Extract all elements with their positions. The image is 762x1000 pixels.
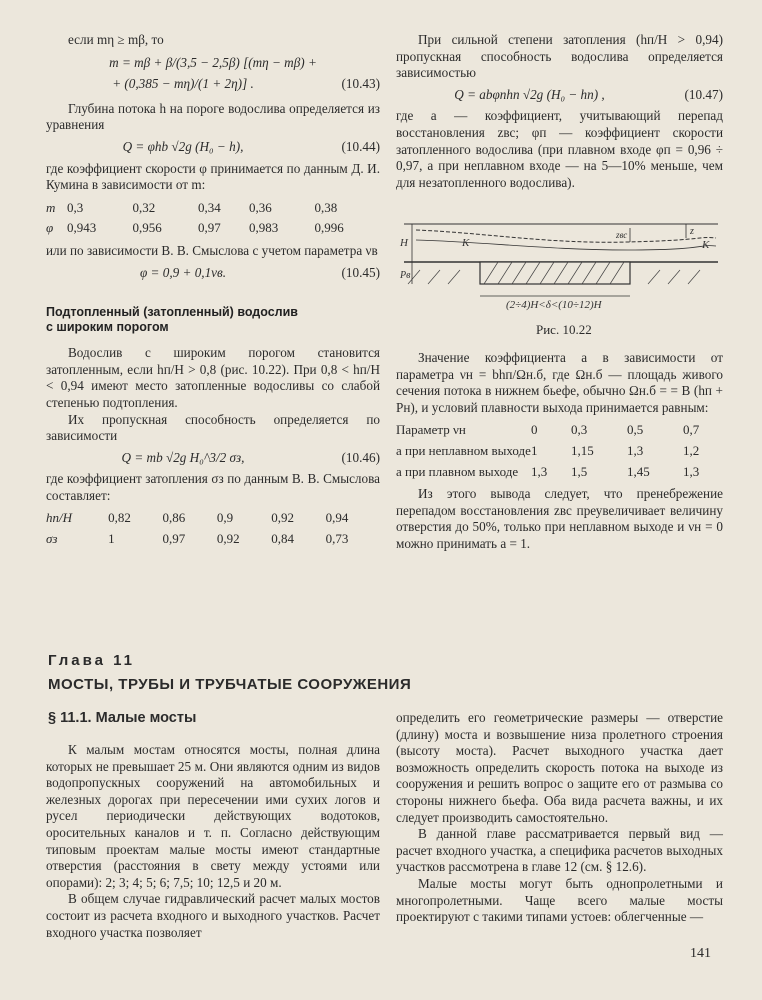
table-cell: 0,956 (132, 220, 162, 236)
label-K-right: K (702, 239, 710, 251)
table-cell: 0,97 (198, 220, 221, 236)
table-cell: a при неплавном выходе (396, 442, 531, 458)
table-row (396, 441, 723, 462)
paragraph: или по зависимости В. В. Смыслова с учетом параметра νв (46, 242, 378, 258)
table-cell: 0,7 (683, 422, 700, 438)
bottom-left-column (46, 742, 380, 941)
page-number: 141 (690, 946, 711, 961)
table-cell: 0 (531, 422, 538, 438)
table-cell: Параметр νн (396, 422, 466, 438)
table-cell: 1,2 (683, 442, 700, 458)
table-row (46, 529, 380, 550)
label-H: H (400, 237, 408, 249)
paragraph: Из этого вывода следует, что пренебрежение перепадом восстановления zвс преувеличивает величину отверстия до 50%, только при неплавном выходе и νн = 0 можно принимать a = 1. (396, 486, 723, 551)
table-cell: 0,38 (314, 199, 338, 215)
equation-number: (10.47) (684, 86, 723, 102)
table-row (396, 420, 723, 441)
equation-10-47 (396, 87, 723, 104)
left-column (46, 32, 380, 554)
label-K-left: K (462, 237, 470, 249)
equation-10-46 (46, 450, 380, 467)
table-coefficient-a (396, 420, 723, 482)
table-cell: 1,15 (571, 442, 594, 458)
table-cell: hп/H (46, 510, 72, 526)
table-cell: m (46, 199, 56, 215)
equation-number: (10.46) (341, 449, 380, 465)
table-cell: 0,983 (248, 220, 279, 236)
paragraph: Их пропускная способность определяется по зависимости (46, 411, 380, 444)
equation-text: + (0,385 − mη)/(1 + 2η)] . (112, 76, 254, 92)
figure-caption: Рис. 10.22 (536, 322, 592, 337)
equation-text: m = mβ + β/(3,5 − 2,5β) [(mη − mβ) + (109, 54, 317, 70)
table-cell: 0,36 (248, 199, 272, 215)
table-cell: 0,86 (162, 510, 186, 526)
label-Pb: Pв (400, 270, 411, 281)
table-cell: 1,3 (683, 463, 700, 479)
paragraph: если mη ≥ mβ, то (68, 32, 164, 47)
paragraph: Глубина потока h на пороге водослива определяется из уравнения (46, 100, 380, 133)
table-cell: φ (46, 220, 54, 236)
table-cell: 0,943 (67, 220, 97, 236)
paragraph: где коэффициент затопления σз по данным В. В. Смыслова составляет: (46, 471, 380, 503)
paragraph: В данной главе рассматривается первый вид — расчет входного участка, а специфика расчетов выходных участков рассмотрена в главе 12 (см. § 12.6). (396, 826, 723, 875)
paragraph: где коэффициент скорости φ принимается по данным Д. И. Кумина в зависимости от m: (46, 160, 380, 193)
table-cell: 0,32 (132, 199, 156, 215)
label-z: z (690, 226, 694, 237)
table-cell: 0,92 (271, 510, 294, 526)
bottom-right-column (396, 710, 723, 926)
paragraph: К малым мостам относятся мосты, полная длина которых не превышает 25 м. Они являются одним из видов водопропускных сооружений на автомобильных и железных дорогах при пересечении ими сухих логов и русел периодически действующих водотоков, оросительных каналов и т. п. Согласно действующим типовым проектам малые мосты имеют стандартные отверстия (расстояния в свету между устоями или опорами): 2; 3; 4; 5; 6; 7,5; 10; 12,5 и 20 м. (46, 742, 380, 890)
equation-10-45 (46, 265, 380, 282)
equation-text: Q = mb √2g H₀^3/2 σз, (121, 449, 245, 465)
equation-number: (10.45) (341, 264, 380, 280)
paragraph: В общем случае гидравлический расчет малых мостов состоит из расчета входного и выходного участков. Расчет входного участка позволяет (46, 891, 380, 940)
table-row (46, 218, 380, 239)
table-cell: 0,5 (627, 422, 644, 438)
table-cell: σз (46, 531, 58, 547)
table-cell: 1 (531, 442, 538, 458)
paragraph: Значение коэффициента a в зависимости от параметра νн = bhп/Ωн.б, где Ωн.б — площадь живого сечения потока в нижнем бьефе, обычно Ωн.б = = B (hп + Pн), и условий плавности выхода принимается равным: (396, 350, 723, 415)
figure-10-22-diagram (398, 200, 724, 314)
table-cell: 1,5 (571, 463, 588, 479)
equation-10-43-line2 (46, 76, 380, 93)
equation-text: Q = abφпhп √2g (H₀ − hп) , (454, 86, 605, 102)
table-cell: 1 (108, 531, 115, 547)
table-cell: 0,34 (198, 199, 221, 215)
label-length-range: (2÷4)H<δ<(10÷12)H (506, 299, 602, 311)
paragraph: При сильной степени затопления (hп/H > 0,94) пропускная способность водослива определяется зависимостью (396, 32, 723, 81)
chapter-title: МОСТЫ, ТРУБЫ И ТРУБЧАТЫЕ СООРУЖЕНИЯ (48, 676, 412, 693)
table-cell: 0,9 (216, 510, 234, 526)
paragraph: определить его геометрические размеры — отверстие (длину) моста и возвышение низа пролетного строения (высоту моста). Расчет выходного участка дает возможность определить скорость потока на выходе из сооружения и решить вопрос о защите его от размыва со стороны нижнего бьефа. Оба вида расчета важны, и их следует производить самостоятельно. (396, 710, 723, 825)
table-cell: 0,996 (314, 220, 344, 236)
table-cell: 1,3 (627, 442, 644, 458)
table-cell: 0,3 (67, 199, 84, 215)
table-row (46, 508, 380, 529)
equation-10-44 (46, 139, 380, 156)
table-row (46, 198, 380, 219)
table-cell: 0,3 (571, 422, 588, 438)
right-column (396, 32, 723, 191)
table-m-phi (46, 198, 380, 239)
table-cell: 0,82 (108, 510, 131, 526)
equation-text: φ = 0,9 + 0,1νв. (139, 264, 227, 280)
table-cell: 0,84 (271, 531, 294, 547)
paragraph: Водослив с широким порогом становится затопленным, если hп/H > 0,8 (рис. 10.22). При 0,8 < hп/H < 0,94 имеют место затопленные водосливы со слабой степенью подтопления. (46, 345, 380, 410)
table-cell: 0,94 (325, 510, 349, 526)
subheading (46, 305, 380, 335)
table-cell: 1,3 (531, 463, 548, 479)
paragraph: Малые мосты могут быть однопролетными и многопролетными. Чаще всего малые мосты проектируют с такими типами устоев: облегченные — (396, 875, 723, 925)
subheading-line: Подтопленный (затопленный) водослив (46, 305, 298, 320)
table-cell: 0,73 (325, 531, 349, 547)
subheading-line: с широким порогом (46, 320, 169, 335)
table-cell: 1,45 (627, 463, 650, 479)
table-cell: 0,97 (162, 531, 186, 547)
equation-number: (10.44) (341, 138, 380, 154)
label-zbc: zвс (616, 230, 628, 240)
equation-number: (10.43) (341, 76, 380, 92)
table-cell: a при плавном выходе (396, 463, 519, 479)
paragraph: где a — коэффициент, учитывающий перепад восстановления zвс; φп — коэффициент скорости затопленного водослива (при плавном входе φп = 0,96 ÷ 0,97, а при неплавном входе — на 5—10% меньше, чем для незатопленного водослива). (396, 108, 723, 190)
section-heading: § 11.1. Малые мосты (48, 710, 197, 726)
equation-10-43-line1 (46, 55, 380, 72)
right-column-lower (396, 350, 723, 553)
chapter-label: Глава 11 (48, 652, 136, 669)
water-surface-curve (416, 230, 716, 242)
table-row (396, 462, 723, 483)
equation-text: Q = φhb √2g (H₀ − h), (122, 138, 244, 154)
table-hp-sigma (46, 508, 380, 549)
table-cell: 0,92 (216, 531, 240, 547)
